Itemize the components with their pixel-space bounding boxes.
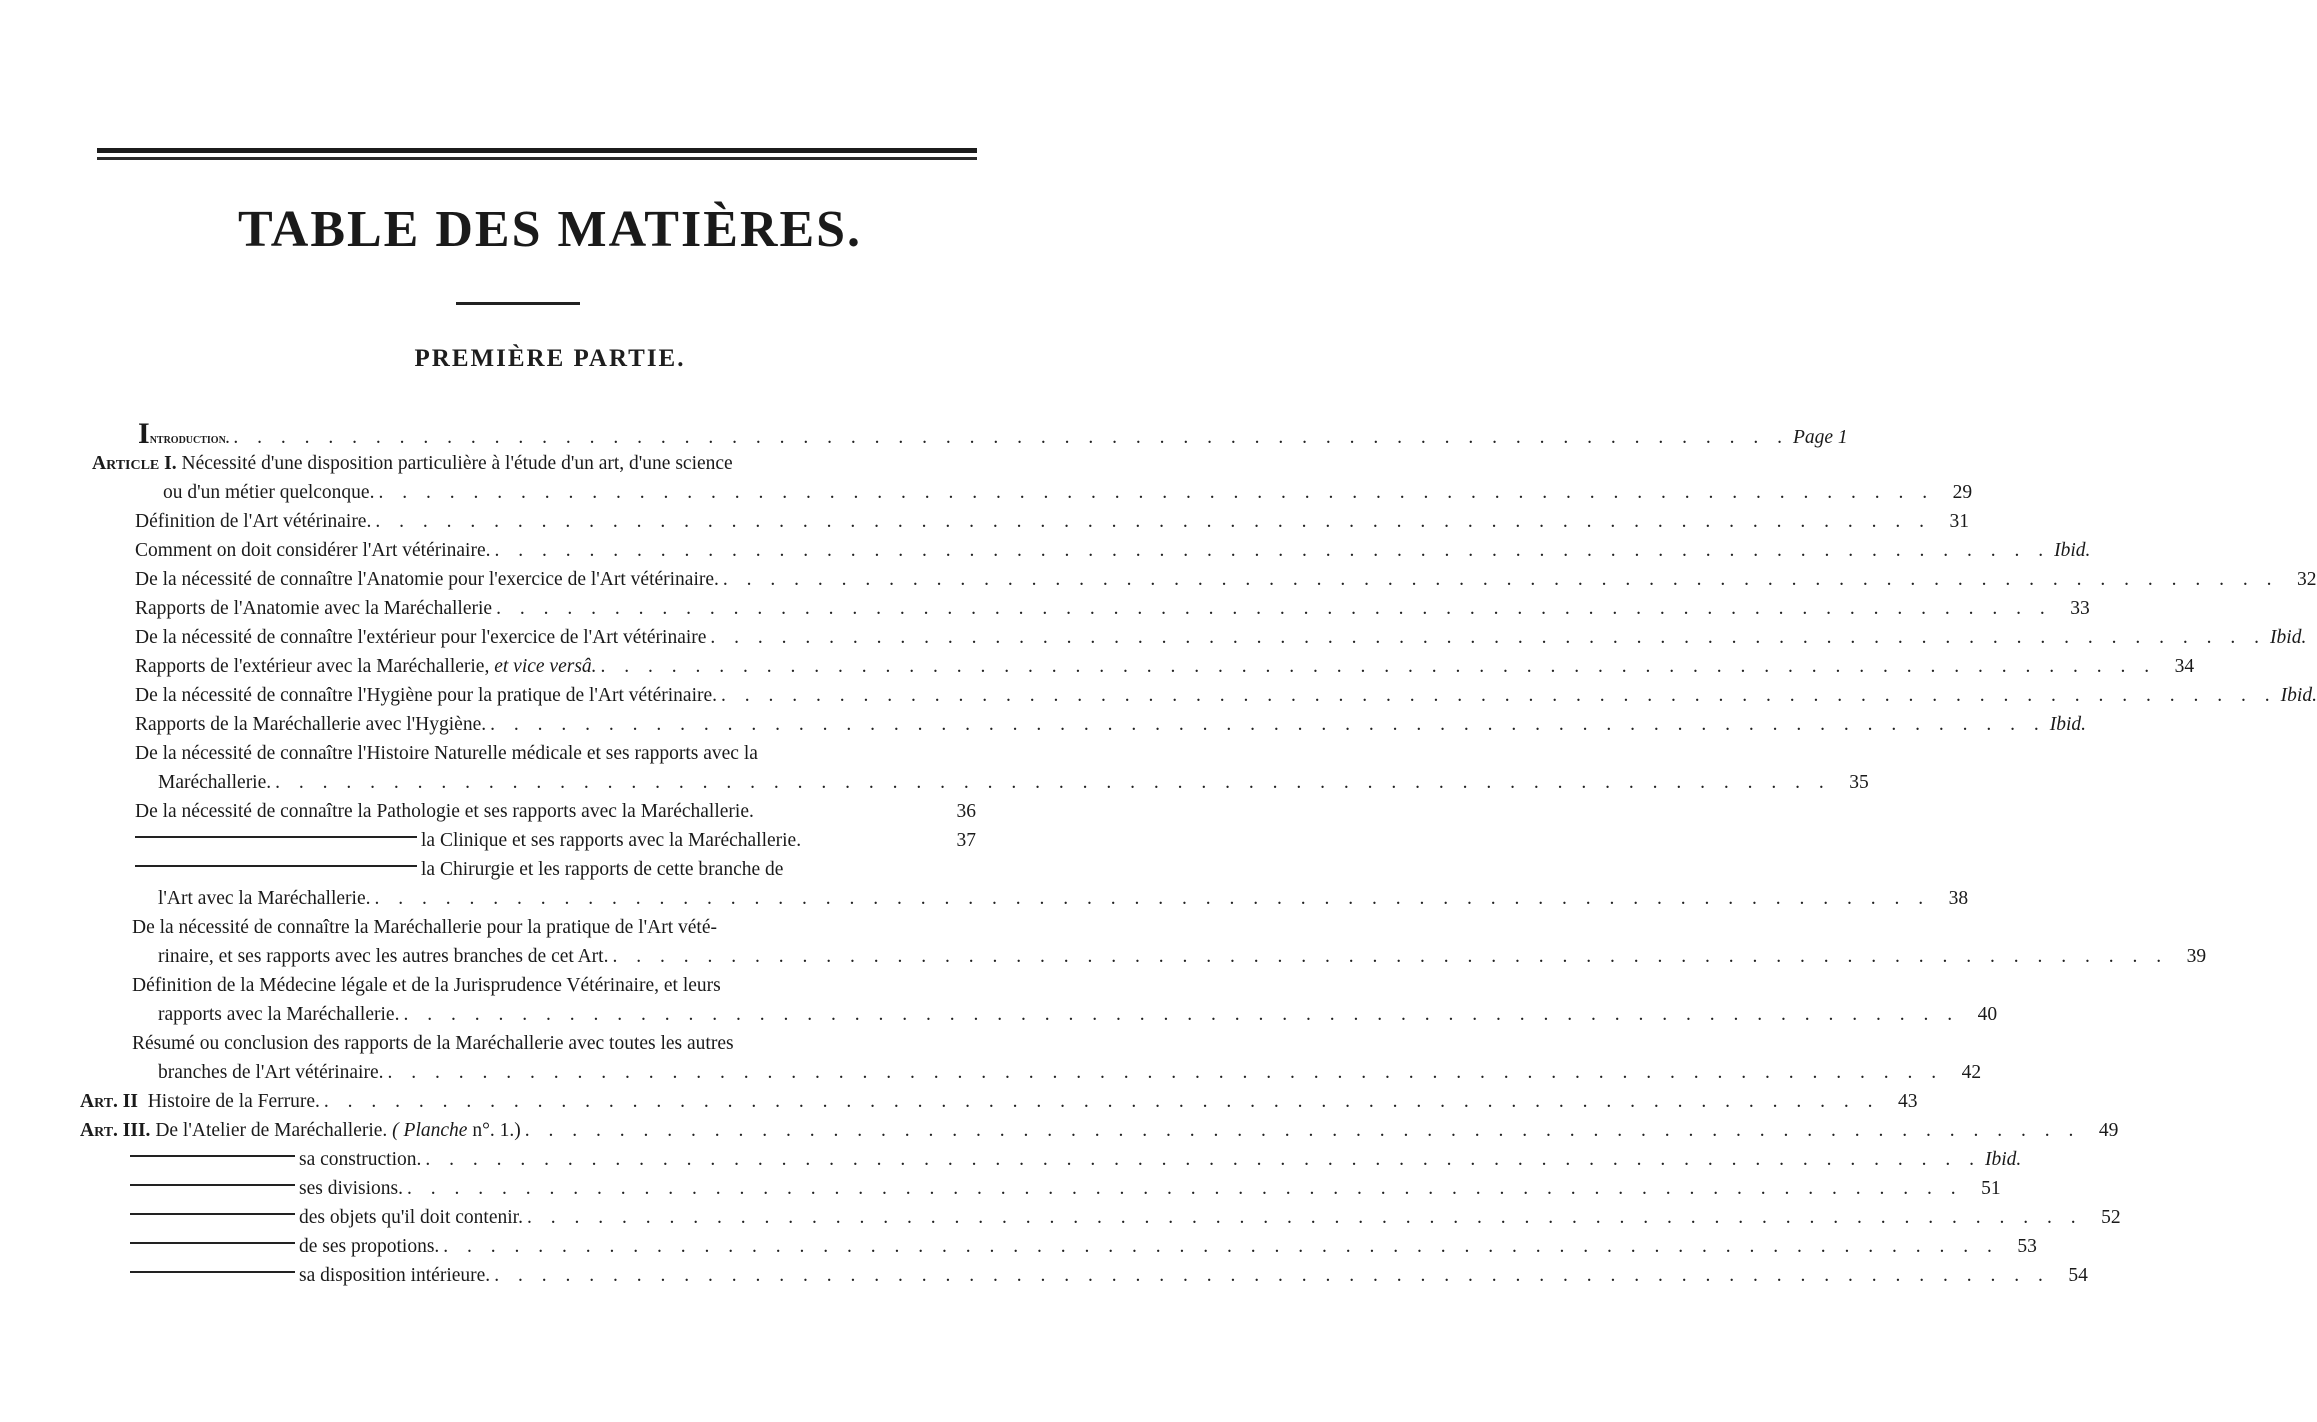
toc-entry[interactable] — [135, 624, 2307, 652]
page-number: 53 — [2017, 1236, 2037, 1257]
leader-dots: . . . . . . . . . . . . . . . . . . . . . . . . . . . . . . . . . . . . . . . . . . . . . . . . . . . . . . . . . . . . . . . . . . — [378, 482, 1935, 503]
leader-dots: . . . . . . . . . . . . . . . . . . . . . . . . . . . . . . . . . . . . . . . . . . . . . . . . . . . . . . . . . . . . . . . . . . — [374, 888, 1931, 909]
leader-dots: . . . . . . . . . . . . . . . . . . . . . . . . . . . . . . . . . . . . . . . . . . . . . . . . . . . . . . . . . . . . . . . . . . — [275, 772, 1831, 793]
leader-dots: . . . . . . . . . . . . . . . . . . . . . . . . . . . . . . . . . . . . . . . . . . . . . . . . . . . . . . . . . . . . . . . . . . — [443, 1236, 1999, 1257]
top-double-rule — [97, 148, 977, 153]
entry-text: De la nécessité de connaître l'extérieur pour l'exercice de l'Art vétérinaire — [135, 627, 707, 648]
entry-text: Rapports de la Maréchallerie avec l'Hygiène. — [135, 714, 487, 735]
page-number: 52 — [2101, 1207, 2121, 1228]
entry-text: sa disposition intérieure. — [299, 1265, 491, 1286]
toc-entry[interactable] — [135, 856, 783, 884]
toc-entry-cont[interactable] — [158, 1059, 1982, 1087]
toc-entry[interactable] — [135, 653, 2195, 681]
entry-text: Rapports de l'Anatomie avec la Maréchallerie — [135, 598, 493, 619]
toc-entry[interactable] — [135, 566, 2317, 594]
leader-dots: . . . . . . . . . . . . . . . . . . . . . . . . . . . . . . . . . . . . . . . . . . . . . . . . . . . . . . . . . . . . . . . . . . — [425, 1149, 1982, 1170]
leader-dots: . . . . . . . . . . . . . . . . . . . . . . . . . . . . . . . . . . . . . . . . . . . . . . . . . . . . . . . . . . . . . . . . . . — [494, 540, 2051, 561]
entry-text: Nécessité d'une disposition particulière à l'étude d'un art, d'une science — [181, 453, 733, 474]
entry-text: des objets qu'il doit contenir. — [299, 1207, 523, 1228]
toc-entry[interactable] — [130, 1146, 2022, 1174]
toc-entry[interactable] — [135, 740, 758, 768]
ditto-rule — [135, 865, 417, 867]
toc-entry[interactable] — [135, 595, 2090, 623]
page-number: Page 1 — [1792, 427, 1848, 448]
entry-text-cont: ou d'un métier quelconque. — [163, 482, 375, 503]
ditto-rule — [130, 1184, 295, 1186]
toc-entry[interactable] — [135, 711, 2087, 739]
entry-text-italic: ( Planche — [392, 1120, 468, 1141]
toc-entry-cont[interactable] — [158, 1001, 1998, 1029]
entry-text: Rapports de l'extérieur avec la Maréchallerie, — [135, 656, 490, 677]
entry-text-cont: rinaire, et ses rapports avec les autres branches de cet Art. — [158, 946, 609, 967]
leader-dots: . . . . . . . . . . . . . . . . . . . . . . . . . . . . . . . . . . . . . . . . . . . . . . . . . . . . . . . . . . . . . . . . . . — [524, 1120, 2081, 1141]
page-number: 43 — [1898, 1091, 1918, 1112]
article-prefix: Article I. — [92, 453, 177, 474]
page-number: 36 — [956, 801, 976, 822]
entry-text: De la nécessité de connaître la Maréchallerie pour la pratique de l'Art vété- — [132, 917, 717, 938]
toc-entry[interactable] — [132, 914, 717, 942]
entry-text: la Clinique et ses rapports avec la Maréchallerie. — [421, 830, 802, 851]
entry-text: Comment on doit considérer l'Art vétérinaire. — [135, 540, 491, 561]
entry-text: la Chirurgie et les rapports de cette branche de — [421, 859, 784, 880]
page-number: 37 — [956, 830, 976, 851]
page-number: 49 — [2098, 1120, 2119, 1141]
leader-dots: . . . . . . . . . . . . . . . . . . . . . . . . . . . . . . . . . . . . . . . . . . . . . . . . . . . . . . . . . . . . . . . . . . — [600, 656, 2157, 677]
page-number: 31 — [1949, 511, 1969, 532]
drop-initial: I — [138, 417, 150, 450]
entry-text-cont: rapports avec la Maréchallerie. — [158, 1004, 400, 1025]
entry-text: Définition de la Médecine légale et de la Jurisprudence Vétérinaire, et leurs — [132, 975, 721, 996]
leader-dots: . . . . . . . . . . . . . . . . . . . . . . . . . . . . . . . . . . . . . . . . . . . . . . . . . . . . . . . . . . . . . . . . . . — [323, 1091, 1880, 1112]
page-title: TABLE DES MATIÈRES. — [237, 201, 863, 258]
page-number: Ibid. — [2049, 714, 2087, 735]
toc-entry[interactable] — [130, 1233, 2037, 1261]
leader-dots: . . . . . . . . . . . . . . . . . . . . . . . . . . . . . . . . . . . . . . . . . . . . . . . . . . . . . . . . . . . . . . . . . . — [233, 427, 1789, 448]
leader-dots: . . . . . . . . . . . . . . . . . . . . . . . . . . . . . . . . . . . . . . . . . . . . . . . . . . . . . . . . . . . . . . . . . . — [722, 569, 2279, 590]
leader-dots: . . . . . . . . . . . . . . . . . . . . . . . . . . . . . . . . . . . . . . . . . . . . . . . . . . . . . . . . . . . . . . . . . . — [403, 1004, 1960, 1025]
toc-entry-article-3[interactable] — [80, 1117, 2119, 1145]
page-number: 29 — [1952, 482, 1973, 503]
toc-entry[interactable] — [135, 798, 976, 826]
page-number: 32 — [2297, 569, 2317, 590]
page-number: 34 — [2174, 656, 2195, 677]
entry-text: De la nécessité de connaître l'Anatomie pour l'exercice de l'Art vétérinaire. — [135, 569, 719, 590]
leader-dots: . . . . . . . . . . . . . . . . . . . . . . . . . . . . . . . . . . . . . . . . . . . . . . . . . . . . . . . . . . . . . . . . . . — [612, 946, 2169, 967]
ditto-rule — [130, 1155, 295, 1157]
article-prefix: Art. II — [80, 1091, 138, 1112]
leader-dots: . . . . . . . . . . . . . . . . . . . . . . . . . . . . . . . . . . . . . . . . . . . . . . . . . . . . . . . . . . . . . . . . . . — [375, 511, 1931, 532]
entry-text-cont: branches de l'Art vétérinaire. — [158, 1062, 384, 1083]
leader-dots: . . . . . . . . . . . . . . . . . . . . . . . . . . . . . . . . . . . . . . . . . . . . . . . . . . . . . . . . . . . . . . . . . . — [490, 714, 2046, 735]
entry-text: De l'Atelier de Maréchallerie. — [155, 1120, 388, 1141]
entry-text: De la nécessité de connaître l'Histoire Naturelle médicale et ses rapports avec la — [135, 743, 758, 764]
part-heading: PREMIÈRE PARTIE. — [414, 345, 686, 372]
entry-text: Définition de l'Art vétérinaire. — [135, 511, 372, 532]
page-number: 35 — [1849, 772, 1869, 793]
ditto-rule — [130, 1242, 295, 1244]
ditto-rule — [130, 1213, 295, 1215]
page-number: 54 — [2068, 1265, 2088, 1286]
toc-entry-cont[interactable] — [158, 943, 2207, 971]
entry-label: ntroduction. — [149, 432, 230, 447]
toc-entry-article-2[interactable] — [80, 1088, 1918, 1116]
top-double-rule-lower — [97, 157, 977, 160]
entry-text: sa construction. — [299, 1149, 422, 1170]
page-number: 51 — [1981, 1178, 2001, 1199]
leader-dots: . . . . . . . . . . . . . . . . . . . . . . . . . . . . . . . . . . . . . . . . . . . . . . . . . . . . . . . . . . . . . . . . . . — [407, 1178, 1963, 1199]
ditto-rule — [135, 836, 417, 838]
entry-text-suffix: n°. 1.) — [472, 1120, 521, 1141]
leader-dots: . . . . . . . . . . . . . . . . . . . . . . . . . . . . . . . . . . . . . . . . . . . . . . . . . . . . . . . . . . . . . . . . . . — [494, 1265, 2050, 1286]
page-number: Ibid. — [2280, 685, 2317, 706]
page-number: 33 — [2070, 598, 2090, 619]
entry-text-cont: Maréchallerie. — [158, 772, 272, 793]
entry-text: de ses propotions. — [299, 1236, 440, 1257]
entry-text-cont: l'Art avec la Maréchallerie. — [158, 888, 371, 909]
leader-dots: . . . . . . . . . . . . . . . . . . . . . . . . . . . . . . . . . . . . . . . . . . . . . . . . . . . . . . . . . . . . . . . . . . — [721, 685, 2277, 706]
toc-entry-article-1-cont[interactable] — [163, 479, 1973, 507]
toc-entry[interactable] — [130, 1175, 2001, 1203]
toc-entry-article-1[interactable] — [92, 450, 733, 478]
title-divider — [456, 302, 580, 305]
entry-text: De la nécessité de connaître la Pathologie et ses rapports avec la Maréchallerie. — [135, 801, 754, 822]
leader-dots: . . . . . . . . . . . . . . . . . . . . . . . . . . . . . . . . . . . . . . . . . . . . . . . . . . . . . . . . . . . . . . . . . . — [710, 627, 2267, 648]
toc-entry[interactable] — [135, 682, 2317, 710]
entry-text: Résumé ou conclusion des rapports de la Maréchallerie avec toutes les autres — [132, 1033, 734, 1054]
page-number: 42 — [1961, 1062, 1982, 1083]
page-number: 40 — [1977, 1004, 1998, 1025]
entry-text: De la nécessité de connaître l'Hygiène pour la pratique de l'Art vétérinaire. — [135, 685, 718, 706]
toc-entry-cont[interactable] — [158, 885, 1969, 913]
page-number: 39 — [2186, 946, 2207, 967]
toc-entry-introduction[interactable] — [138, 417, 1848, 450]
leader-dots: . . . . . . . . . . . . . . . . . . . . . . . . . . . . . . . . . . . . . . . . . . . . . . . . . . . . . . . . . . . . . . . . . . — [387, 1062, 1944, 1083]
entry-text: ses divisions. — [299, 1178, 404, 1199]
page-number: Ibid. — [1985, 1149, 2022, 1170]
article-prefix: Art. III. — [80, 1120, 151, 1141]
toc-entry[interactable] — [132, 1030, 734, 1058]
toc-entry[interactable] — [135, 827, 976, 855]
leader-dots: . . . . . . . . . . . . . . . . . . . . . . . . . . . . . . . . . . . . . . . . . . . . . . . . . . . . . . . . . . . . . . . . . . — [526, 1207, 2083, 1228]
leader-dots: . . . . . . . . . . . . . . . . . . . . . . . . . . . . . . . . . . . . . . . . . . . . . . . . . . . . . . . . . . . . . . . . . . — [496, 598, 2052, 619]
toc-entry[interactable] — [132, 972, 721, 1000]
page-number: Ibid. — [2054, 540, 2091, 561]
toc-entry[interactable] — [135, 508, 1969, 536]
toc-entry[interactable] — [130, 1262, 2088, 1290]
entry-text: Histoire de la Ferrure. — [147, 1091, 320, 1112]
toc-entry[interactable] — [130, 1204, 2121, 1232]
page-number: 38 — [1948, 888, 1969, 909]
toc-entry-cont[interactable] — [158, 769, 1869, 797]
entry-text-italic: et vice versâ. — [494, 656, 597, 677]
page-number: Ibid. — [2270, 627, 2307, 648]
toc-entry[interactable] — [135, 537, 2091, 565]
ditto-rule — [130, 1271, 295, 1273]
